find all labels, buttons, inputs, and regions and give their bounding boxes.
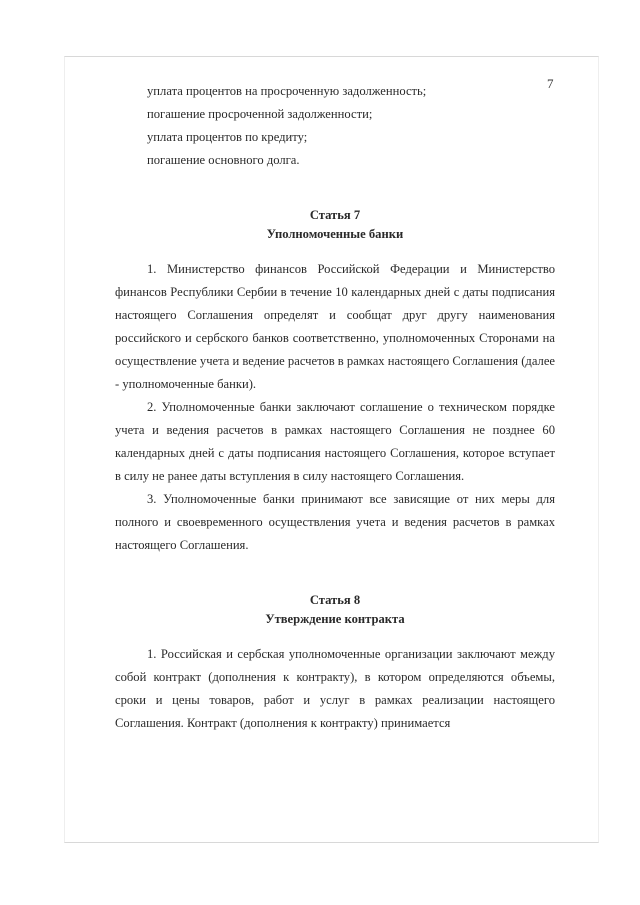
article-8 bbox=[115, 591, 555, 735]
article-7 bbox=[115, 206, 555, 557]
article-7-paragraph-2: 2. Уполномоченные банки заключают соглашение о техническом порядке учета и ведения расчетов в рамках настоящего Соглашения не позднее 60 календарных дней с даты подписания настоящего Соглашения, которое вступает в силу не ранее даты вступления в силу настоящего Соглашения. bbox=[115, 400, 555, 483]
page-number: 7 bbox=[547, 76, 554, 91]
article-7-paragraph-3: 3. Уполномоченные банки принимают все зависящие от них меры для полного и своевременного осуществления учета и ведения расчетов в рамках настоящего Соглашения. bbox=[115, 492, 555, 552]
article-7-heading: Статья 7 bbox=[309, 208, 361, 222]
intro-list bbox=[115, 80, 555, 172]
list-item: погашение просроченной задолженности; bbox=[147, 107, 373, 121]
list-item: погашение основного долга. bbox=[147, 153, 300, 167]
article-8-title: Утверждение контракта bbox=[265, 612, 405, 626]
list-item: уплата процентов по кредиту; bbox=[147, 130, 308, 144]
list-item: уплата процентов на просроченную задолженность; bbox=[147, 84, 427, 98]
article-8-paragraph-1: 1. Российская и сербская уполномоченные организации заключают между собой контракт (дополнения к контракту), в котором определяются объемы, сроки и цены товаров, работ и услуг в рамках реализации настоящего Соглашения. Контракт (дополнения к контракту) принимается bbox=[115, 647, 555, 730]
article-7-title: Уполномоченные банки bbox=[266, 227, 404, 241]
article-7-paragraph-1: 1. Министерство финансов Российской Федерации и Министерство финансов Республики Сербии в течение 10 календарных дней с даты подписания настоящего Соглашения определят и сообщат друг другу наименования российского и сербского банков соответственно, уполномоченных Сторонами на осуществление учета и ведение расчетов в рамках настоящего Соглашения (далее - уполномоченные банки). bbox=[115, 262, 555, 391]
article-8-heading: Статья 8 bbox=[309, 593, 361, 607]
document-body bbox=[115, 80, 555, 735]
